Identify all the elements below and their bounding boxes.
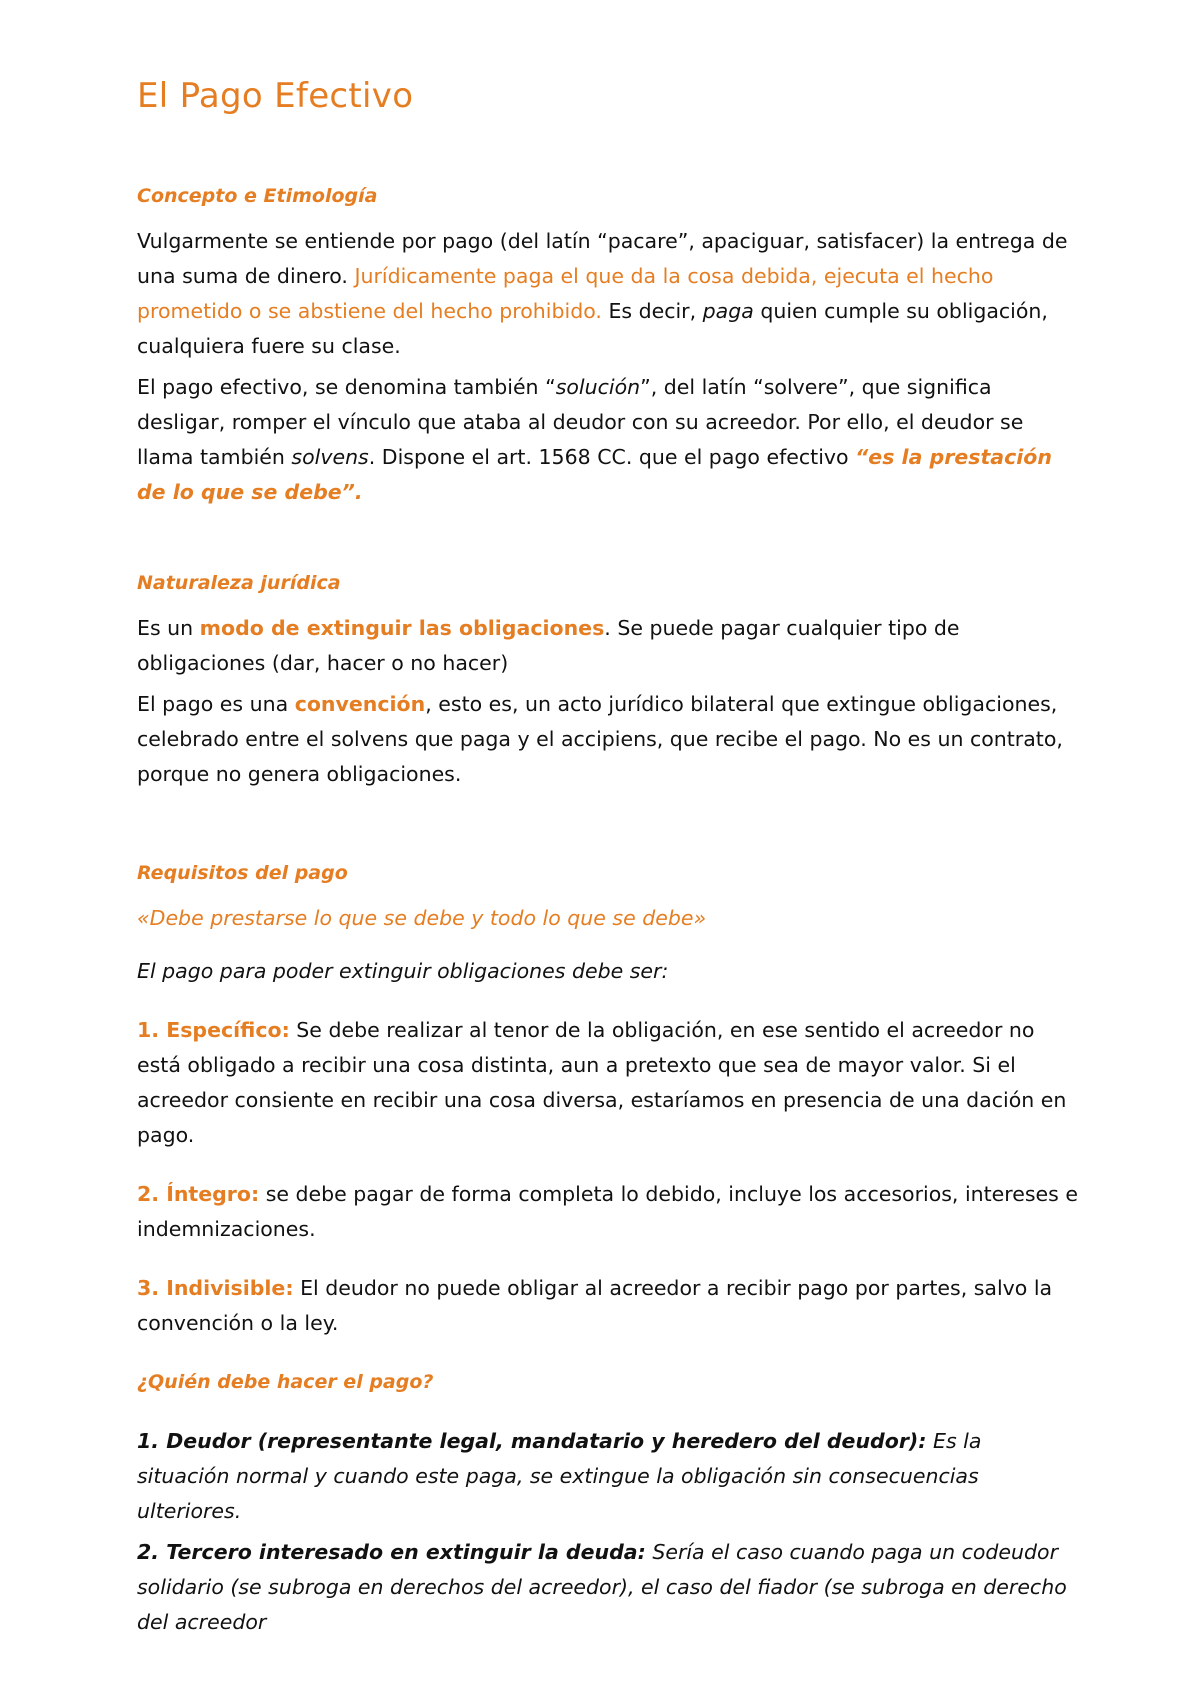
text-run: , esto es, un acto jurídico bilateral que extingue obligaciones, celebrado entre el solvens que paga y el accipiens, que recibe el pago. No es un contrato, porque no genera obligaciones.: [137, 692, 1063, 786]
requisitos-intro: El pago para poder extinguir obligaciones debe ser:: [137, 959, 669, 983]
highlight-definition: Jurídicamente paga el que da la cosa debida, ejecuta el hecho prometido o se abstiene del hecho prohibido.: [137, 264, 994, 323]
quien-label: 1. Deudor (representante legal, mandatario y heredero del deudor):: [137, 1429, 927, 1453]
highlight-convencion: convención: [294, 692, 426, 716]
text-run: El pago es una: [137, 692, 295, 716]
requisito-label: 3. Indivisible:: [137, 1276, 294, 1300]
section-heading-requisitos: Requisitos del pago: [137, 862, 348, 884]
requisito-item-integro: [137, 1177, 1080, 1247]
section-heading-naturaleza: Naturaleza jurídica: [137, 572, 341, 594]
italic-term-paga: paga: [702, 299, 754, 323]
text-run: . Se puede pagar cualquier tipo de obligaciones (dar, hacer o no hacer): [137, 616, 960, 675]
paragraph-naturaleza-1: [137, 611, 1080, 681]
section-heading-concepto: Concepto e Etimología: [137, 185, 378, 207]
requisito-item-especifico: [137, 1013, 1080, 1153]
paragraph-naturaleza-2: [137, 687, 1080, 792]
highlight-article-quote: “es la prestación de lo que se debe”.: [137, 445, 1052, 504]
requisito-label: 1. Específico:: [137, 1018, 290, 1042]
paragraph-concepto-1: [137, 224, 1080, 364]
quien-item-deudor: [137, 1424, 1080, 1529]
italic-term-solvens: solvens: [291, 445, 369, 469]
text-run: ”, del latín “solvere”, que significa desligar, romper el vínculo que ataba al deudor con su acreedor. Por ello, el deudor se llama también: [137, 375, 1024, 469]
requisito-text: Se debe realizar al tenor de la obligación, en ese sentido el acreedor no está obligado a recibir una cosa distinta, aun a pretexto que sea de mayor valor. Si el acreedor consiente en recibir una cosa diversa, estaríamos en presencia de una dación en pago.: [137, 1018, 1067, 1147]
requisitos-quote: «Debe prestarse lo que se debe y todo lo que se debe»: [137, 906, 707, 930]
text-run: . Dispone el art. 1568 CC. que el pago efectivo: [368, 445, 856, 469]
requisito-label: 2. Íntegro:: [137, 1182, 260, 1206]
paragraph-concepto-2: [137, 370, 1080, 510]
section-heading-quien: ¿Quién debe hacer el pago?: [137, 1371, 434, 1393]
requisito-item-indivisible: [137, 1271, 1080, 1341]
requisito-text: El deudor no puede obligar al acreedor a recibir pago por partes, salvo la convención o la ley.: [137, 1276, 1053, 1335]
text-run: Es decir,: [601, 299, 703, 323]
quien-item-tercero: [137, 1535, 1080, 1640]
text-run: quien cumple su obligación, cualquiera fuere su clase.: [137, 299, 1048, 358]
highlight-modo-extinguir: modo de extinguir las obligaciones: [199, 616, 605, 640]
quien-text: Es la situación normal y cuando este paga, se extingue la obligación sin consecuencias ulteriores.: [137, 1429, 982, 1523]
text-run: El pago efectivo, se denomina también “: [137, 375, 556, 399]
italic-term-solucion: solución: [555, 375, 641, 399]
document-title: El Pago Efectivo: [137, 76, 414, 116]
quien-text: Sería el caso cuando paga un codeudor solidario (se subroga en derechos del acreedor), el caso del fiador (se subroga en derecho del acreedor: [137, 1540, 1067, 1634]
text-run: Es un: [137, 616, 200, 640]
text-run: Vulgarmente se entiende por pago (del latín “pacare”, apaciguar, satisfacer) la entrega de una suma de dinero.: [137, 229, 1068, 288]
quien-label: 2. Tercero interesado en extinguir la deuda:: [137, 1540, 646, 1564]
requisito-text: se debe pagar de forma completa lo debido, incluye los accesorios, intereses e indemnizaciones.: [137, 1182, 1078, 1241]
